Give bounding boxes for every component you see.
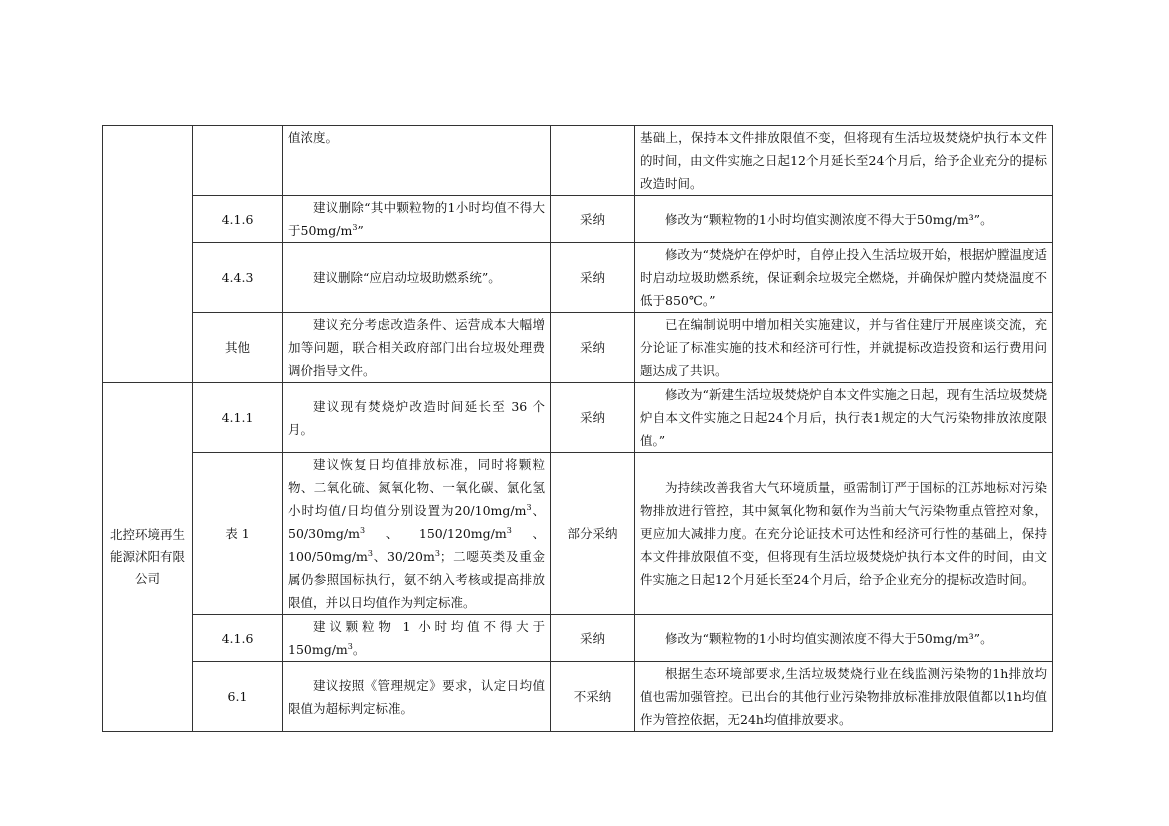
result-cell (551, 126, 635, 196)
reply-cell: 修改为“颗粒物的1小时均值实测浓度不得大于50mg/m³”。 (635, 196, 1053, 243)
result-cell: 采纳 (551, 196, 635, 243)
suggestion-cell: 建议现有焚烧炉改造时间延长至 36 个月。 (283, 383, 551, 453)
table-row (103, 615, 1053, 662)
result-cell: 采纳 (551, 243, 635, 313)
table-row (103, 196, 1053, 243)
suggestion-cell: 值浓度。 (283, 126, 551, 196)
result-cell: 采纳 (551, 313, 635, 383)
suggestion-cell: 建议颗粒物 1 小时均值不得大于$150mg/m^3$。 (283, 615, 551, 662)
article-cell: 6.1 (193, 662, 283, 732)
reply-cell: 根据生态环境部要求,生活垃圾焚烧行业在线监测污染物的1h排放均值也需加强管控。已出台的其他行业污染物排放标准排放限值都以1h均值作为管控依据，无24h均值排放要求。 (635, 662, 1053, 732)
reply-cell: 修改为“新建生活垃圾焚烧炉自本文件实施之日起，现有生活垃圾焚烧炉自本文件实施之日起24个月后，执行表1规定的大气污染物排放浓度限值。” (635, 383, 1053, 453)
suggestion-cell: 建议删除“应启动垃圾助燃系统”。 (283, 243, 551, 313)
suggestion-cell: 建议恢复日均值排放标准，同时将颗粒物、二氧化硫、氮氧化物、一氧化碳、氯化氢小时均值/日均值分别设置为$20/10mg/m^3$、$50/30mg/m^3$、$150/120mg/m^3$、$100/50mg/m^3$、$30/20m^3$；二噁英类及重金属仍参照国标执行，氨不纳入考核或提高排放限值，并以日均值作为判定标准。 (283, 453, 551, 615)
reply-cell: 修改为“焚烧炉在停炉时，自停止投入生活垃圾开始，根据炉膛温度适时启动垃圾助燃系统，保证剩余垃圾完全燃烧，并确保炉膛内焚烧温度不低于850℃。” (635, 243, 1053, 313)
article-cell: 4.1.1 (193, 383, 283, 453)
reply-cell: 为持续改善我省大气环境质量，亟需制订严于国标的江苏地标对污染物排放进行管控，其中氮氧化物和氨作为当前大气污染物重点管控对象，更应加大减排力度。在充分论证技术可达性和经济可行性的基础上，保持本文件排放限值不变，但将现有生活垃圾焚烧炉执行本文件的时间，由文件实施之日起12个月延长至24个月后，给予企业充分的提标改造时间。 (635, 453, 1053, 615)
article-cell (193, 126, 283, 196)
article-cell: 其他 (193, 313, 283, 383)
result-cell: 部分采纳 (551, 453, 635, 615)
reply-cell: 已在编制说明中增加相关实施建议，并与省住建厅开展座谈交流，充分论证了标准实施的技术和经济可行性，并就提标改造投资和运行费用问题达成了共识。 (635, 313, 1053, 383)
article-cell: 表 1 (193, 453, 283, 615)
suggestion-cell: 建议删除“其中颗粒物的1小时均值不得大于$50mg/m^3$” (283, 196, 551, 243)
article-cell: 4.4.3 (193, 243, 283, 313)
reply-cell: 修改为“颗粒物的1小时均值实测浓度不得大于50mg/m³”。 (635, 615, 1053, 662)
result-cell: 采纳 (551, 383, 635, 453)
table-row (103, 383, 1053, 453)
opinion-table (102, 125, 1053, 732)
table-row (103, 313, 1053, 383)
table-row (103, 662, 1053, 732)
article-cell: 4.1.6 (193, 615, 283, 662)
company-cell (103, 126, 193, 383)
result-cell: 不采纳 (551, 662, 635, 732)
suggestion-cell: 建议按照《管理规定》要求，认定日均值限值为超标判定标准。 (283, 662, 551, 732)
result-cell: 采纳 (551, 615, 635, 662)
article-cell: 4.1.6 (193, 196, 283, 243)
company-name-cell: 北控环境再生能源沭阳有限公司 (103, 383, 193, 732)
table-row (103, 453, 1053, 615)
suggestion-cell: 建议充分考虑改造条件、运营成本大幅增加等问题，联合相关政府部门出台垃圾处理费调价指导文件。 (283, 313, 551, 383)
reply-cell: 基础上，保持本文件排放限值不变，但将现有生活垃圾焚烧炉执行本文件的时间，由文件实施之日起12个月延长至24个月后，给予企业充分的提标改造时间。 (635, 126, 1053, 196)
table-row (103, 243, 1053, 313)
table-row (103, 126, 1053, 196)
